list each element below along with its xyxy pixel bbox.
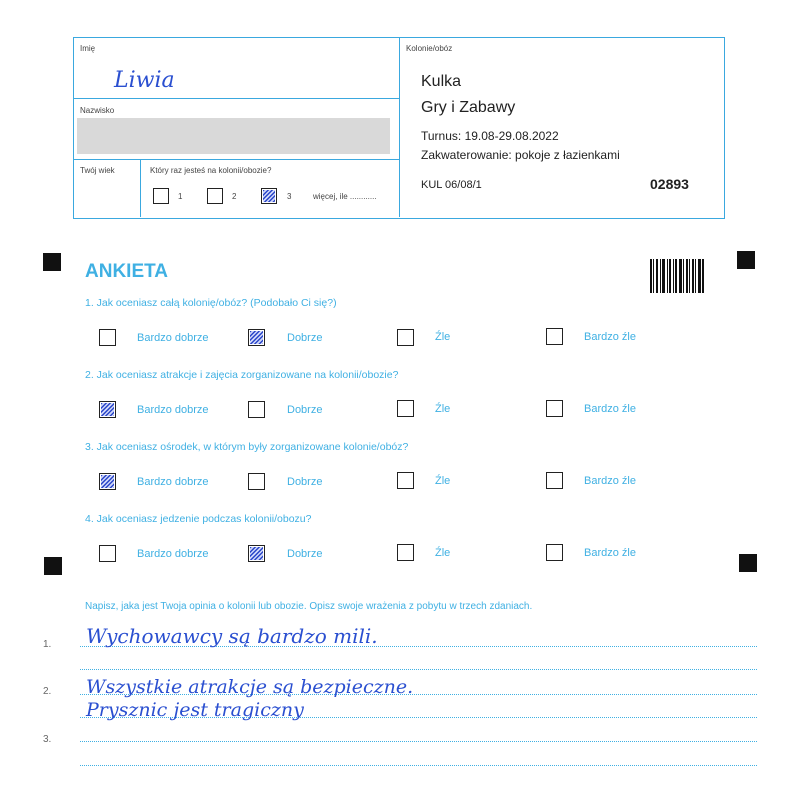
q1-checkbox-bardzo-dobrze[interactable]	[99, 329, 116, 346]
q2-checkbox-bardzo-dobrze[interactable]	[99, 401, 116, 418]
q3-checkbox-bardzo-zle[interactable]	[546, 472, 563, 489]
registration-marker-mid-right	[739, 554, 757, 572]
accommodation: Zakwaterowanie: pokoje z łazienkami	[421, 148, 620, 162]
line-number-3: 3.	[43, 734, 52, 745]
times-option-3: 3	[287, 192, 292, 201]
q4-checkbox-dobrze[interactable]	[248, 545, 265, 562]
q1-checkbox-dobrze[interactable]	[248, 329, 265, 346]
header-divider-1	[73, 98, 399, 99]
q3-checkbox-bardzo-dobrze[interactable]	[99, 473, 116, 490]
q4-checkbox-bardzo-zle[interactable]	[546, 544, 563, 561]
q1-option-dobrze: Dobrze	[287, 332, 323, 344]
q4-option-bardzo-zle: Bardzo źle	[584, 547, 636, 559]
question-1: 1. Jak oceniasz całą kolonię/obóz? (Podobało Ci się?)	[85, 297, 337, 309]
q2-option-bardzo-zle: Bardzo źle	[584, 403, 636, 415]
q2-checkbox-bardzo-zle[interactable]	[546, 400, 563, 417]
q3-option-zle: Źle	[435, 475, 451, 487]
camp-name: Kulka	[421, 73, 462, 90]
q2-checkbox-zle[interactable]	[397, 400, 414, 417]
q1-checkbox-bardzo-zle[interactable]	[546, 328, 563, 345]
question-3: 3. Jak oceniasz ośrodek, w którym były zorganizowane kolonie/obóz?	[85, 441, 409, 453]
surname-label: Nazwisko	[80, 106, 115, 115]
q2-checkbox-dobrze[interactable]	[248, 401, 265, 418]
q1-option-zle: Źle	[435, 331, 451, 343]
barcode-icon	[650, 259, 704, 293]
q4-option-zle: Źle	[435, 547, 451, 559]
question-4: 4. Jak oceniasz jedzenie podczas kolonii/obozu?	[85, 513, 312, 525]
q1-option-bardzo-zle: Bardzo źle	[584, 331, 636, 343]
q2-option-dobrze: Dobrze	[287, 404, 323, 416]
answer-line-2[interactable]: Wszystkie atrakcje są bezpieczne.	[86, 676, 414, 698]
header-divider-3	[140, 159, 141, 217]
times-label: Który raz jesteś na kolonii/obozie?	[150, 166, 272, 175]
camp-program: Gry i Zabawy	[421, 99, 516, 116]
registration-marker-top-left	[43, 253, 61, 271]
name-label: Imię	[80, 44, 96, 53]
answer-line-3[interactable]: Prysznic jest tragiczny	[86, 699, 304, 721]
camp-code: KUL 06/08/1	[421, 179, 482, 191]
times-option-1: 1	[178, 192, 183, 201]
q2-option-zle: Źle	[435, 403, 451, 415]
surname-redacted	[77, 118, 390, 154]
q3-checkbox-dobrze[interactable]	[248, 473, 265, 490]
times-checkbox-1[interactable]	[153, 188, 169, 204]
name-value[interactable]: Liwia	[114, 68, 175, 93]
q4-option-dobrze: Dobrze	[287, 548, 323, 560]
q3-option-bardzo-zle: Bardzo źle	[584, 475, 636, 487]
opinion-prompt: Napisz, jaka jest Twoja opinia o kolonii lub obozie. Opisz swoje wrażenia z pobytu w trzech zdaniach.	[85, 601, 533, 612]
form-number: 02893	[650, 176, 689, 192]
writing-line	[80, 669, 757, 670]
times-checkbox-3[interactable]	[261, 188, 277, 204]
q4-option-bardzo-dobrze: Bardzo dobrze	[137, 548, 209, 560]
camp-label: Kolonie/obóz	[406, 44, 453, 53]
question-2: 2. Jak oceniasz atrakcje i zajęcia zorganizowane na kolonii/obozie?	[85, 369, 399, 381]
answer-line-1[interactable]: Wychowawcy są bardzo mili.	[86, 624, 378, 648]
age-label: Twój wiek	[80, 166, 115, 175]
q1-option-bardzo-dobrze: Bardzo dobrze	[137, 332, 209, 344]
line-number-1: 1.	[43, 639, 52, 650]
writing-line	[80, 765, 757, 766]
times-option-2: 2	[232, 192, 237, 201]
q4-checkbox-bardzo-dobrze[interactable]	[99, 545, 116, 562]
times-option-more: więcej, ile ............	[313, 192, 377, 201]
header-divider-vertical	[399, 37, 400, 217]
q3-option-bardzo-dobrze: Bardzo dobrze	[137, 476, 209, 488]
q4-checkbox-zle[interactable]	[397, 544, 414, 561]
turnus: Turnus: 19.08-29.08.2022	[421, 129, 559, 143]
registration-marker-top-right	[737, 251, 755, 269]
writing-line	[80, 741, 757, 742]
q3-option-dobrze: Dobrze	[287, 476, 323, 488]
q3-checkbox-zle[interactable]	[397, 472, 414, 489]
q1-checkbox-zle[interactable]	[397, 329, 414, 346]
line-number-2: 2.	[43, 686, 52, 697]
q2-option-bardzo-dobrze: Bardzo dobrze	[137, 404, 209, 416]
times-checkbox-2[interactable]	[207, 188, 223, 204]
registration-marker-mid-left	[44, 557, 62, 575]
header-divider-2	[73, 159, 399, 160]
survey-title: ANKIETA	[85, 261, 169, 282]
